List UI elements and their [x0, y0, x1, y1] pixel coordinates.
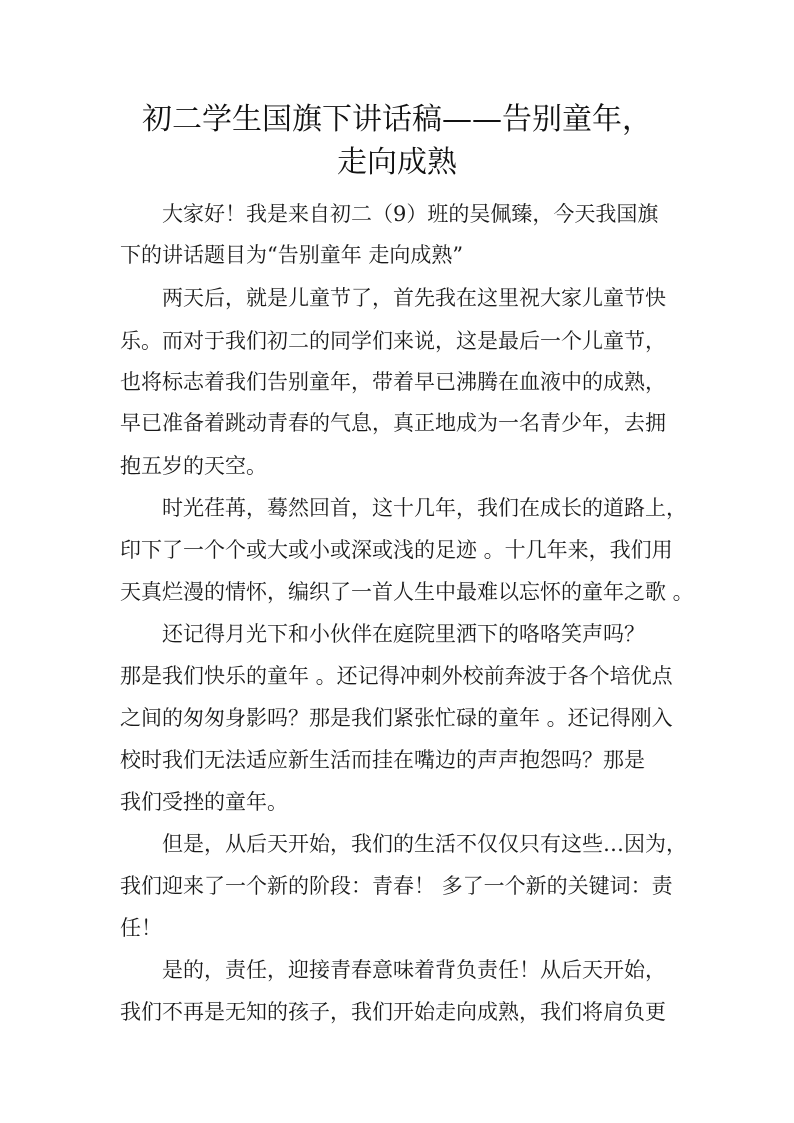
paragraph-line: 任！: [120, 916, 162, 940]
paragraph-line: 抱五岁的天空。: [120, 454, 267, 478]
paragraph-line: 也将标志着我们告别童年，带着早已沸腾在血液中的成熟，: [120, 370, 666, 394]
paragraph-line: 乐。而对于我们初二的同学们来说，这是最后一个儿童节，: [120, 329, 666, 353]
document-title-line-1: 初二学生国旗下讲话稿——告别童年，: [142, 102, 652, 137]
paragraph-line: 是的，责任，迎接青春意味着背负责任！从后天开始，: [162, 958, 666, 982]
paragraph-line: 我们受挫的童年。: [120, 790, 288, 814]
paragraph-line: 印下了一个个或大或小或深或浅的足迹 。十几年来，我们用: [120, 538, 673, 562]
paragraph-line: 大家好！我是来自初二（9）班的吴佩臻，今天我国旗: [162, 202, 659, 226]
paragraph-line: 我们不再是无知的孩子，我们开始走向成熟，我们将肩负更: [120, 1000, 666, 1024]
paragraph-line: 校时我们无法适应新生活而挂在嘴边的声声抱怨吗？那是: [120, 748, 645, 772]
paragraph-line: 但是，从后天开始，我们的生活不仅仅只有这些…因为，: [162, 832, 687, 856]
document-title-line-2: 走向成熟: [337, 145, 457, 180]
paragraph-line: 两天后，就是儿童节了，首先我在这里祝大家儿童节快: [162, 286, 666, 310]
paragraph-line: 之间的匆匆身影吗？那是我们紧张忙碌的童年 。还记得刚入: [120, 706, 673, 730]
paragraph-line: 天真烂漫的情怀，编织了一首人生中最难以忘怀的童年之歌 。: [120, 580, 694, 604]
paragraph-line: 那是我们快乐的童年 。还记得冲刺外校前奔波于各个培优点: [120, 664, 673, 688]
paragraph-line: 早已准备着跳动青春的气息，真正地成为一名青少年，去拥: [120, 411, 666, 435]
paragraph-line: 还记得月光下和小伙伴在庭院里洒下的咯咯笑声吗？: [162, 622, 645, 646]
paragraph-line: 我们迎来了一个新的阶段：青春！ 多了一个新的关键词：责: [120, 874, 673, 898]
paragraph-line: 下的讲话题目为“告别童年 走向成熟”: [120, 243, 464, 267]
paragraph-line: 时光荏苒，蓦然回首，这十几年，我们在成长的道路上，: [162, 496, 687, 520]
